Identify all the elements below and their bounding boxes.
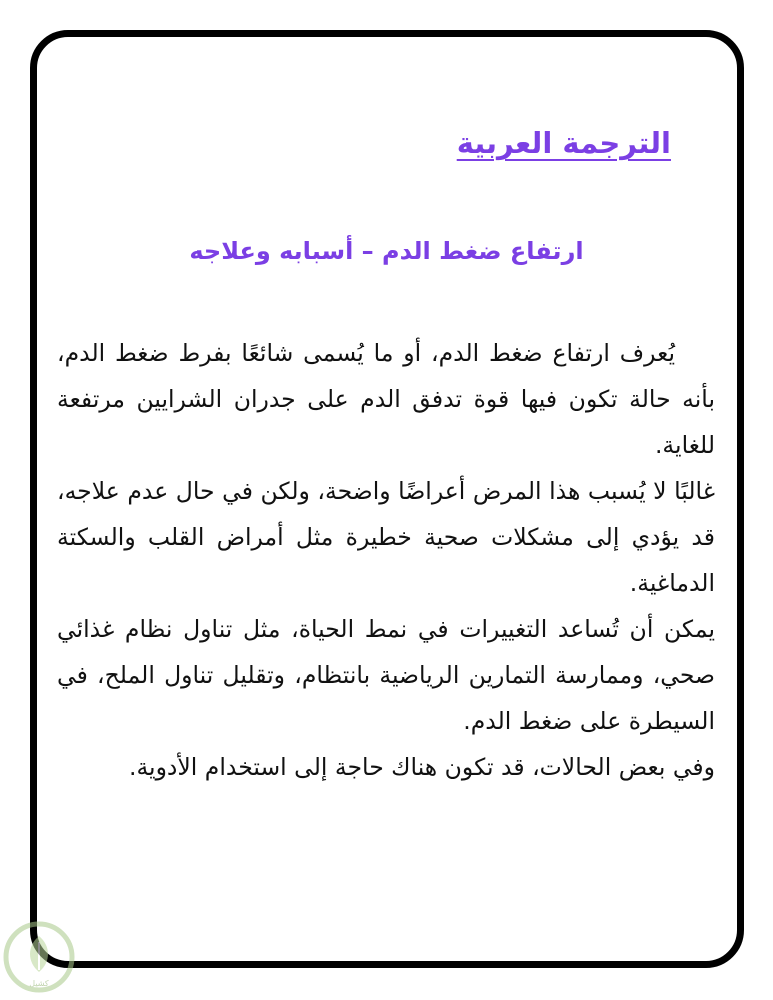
paragraph-definition: يُعرف ارتفاع ضغط الدم، أو ما يُسمى شائعًا بفرط ضغط الدم، بأنه حالة تكون فيها قوة تدفق الدم على جدران الشرايين مرتفعة للغاية. (57, 339, 715, 459)
paragraph-medication: وفي بعض الحالات، قد تكون هناك حاجة إلى استخدام الأدوية. (128, 753, 715, 781)
article-subtitle: ارتفاع ضغط الدم – أسبابه وعلاجه (189, 237, 584, 265)
page-title: الترجمة العربية (456, 126, 671, 160)
watermark-text: كشيل (29, 979, 49, 988)
paragraph-lifestyle: يمكن أن تُساعد التغييرات في نمط الحياة، مثل تناول نظام غذائي صحي، وممارسة التمارين الرياضية بانتظام، وتقليل تناول الملح، في السيطرة على ضغط الدم. (57, 615, 715, 735)
article-body (57, 330, 715, 790)
paragraph-risks: غالبًا لا يُسبب هذا المرض أعراضًا واضحة، ولكن في حال عدم علاجه، قد يؤدي إلى مشكلات صحية خطيرة مثل أمراض القلب والسكتة الدماغية. (57, 477, 715, 597)
leaf-logo-icon (0, 918, 78, 996)
